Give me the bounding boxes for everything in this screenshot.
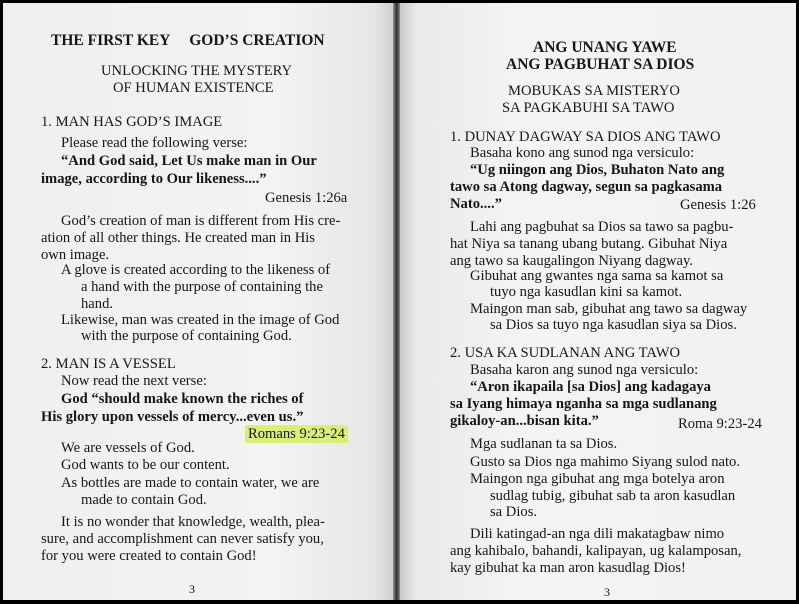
left-title: THE FIRST KEY GOD’S CREATION: [51, 32, 325, 49]
right-section-2-reference: Roma 9:23-24: [678, 416, 762, 432]
right-section-1-heading: 1. DUNAY DAGWAY SA DIOS ANG TAWO: [450, 129, 721, 145]
left-section-1-intro: Please read the following verse:: [61, 135, 248, 151]
left-page: [3, 3, 393, 600]
left-section-1-reference: Genesis 1:26a: [265, 190, 348, 206]
right-section-2-verse: gikaloy-an...bisan kita.”: [450, 413, 599, 429]
left-section-2-paragraph: for you were created to contain God!: [41, 548, 257, 564]
right-subtitle-line-2: SA PAGKABUHI SA TAWO: [502, 100, 675, 116]
left-section-2-intro: Now read the next verse:: [61, 373, 207, 389]
left-section-1-paragraph: hand.: [81, 296, 114, 312]
right-page: [400, 3, 796, 600]
right-section-1-paragraph: sa Dios sa tuyo nga kasudlan siya sa Dios.: [490, 317, 737, 333]
right-section-1-paragraph: hat Niya sa tanang ubang butang. Gibuhat Niya: [450, 236, 728, 252]
left-section-1-paragraph: own image.: [41, 247, 110, 263]
right-section-2-paragraph: Mga sudlanan ta sa Dios.: [470, 436, 618, 452]
left-section-2-verse: God “should make known the riches of: [61, 391, 304, 407]
right-section-1-paragraph: tuyo nga kasudlan kini sa kamot.: [490, 284, 683, 300]
left-section-2-paragraph: made to contain God.: [81, 492, 207, 508]
right-section-2-verse: “Aron ikapaila [sa Dios] ang kadagaya: [470, 379, 711, 395]
book-gutter: [393, 3, 400, 600]
right-section-2-paragraph: kay gibuhat ka man aron kasudlag Dios!: [450, 560, 686, 576]
left-section-1-paragraph: a hand with the purpose of containing the: [81, 279, 323, 295]
right-section-1-verse: “Ug niingon ang Dios, Buhaton Nato ang: [470, 162, 725, 178]
right-section-2-paragraph: sudlag tubig, gibuhat sab ta aron kasudlan: [490, 488, 736, 504]
left-subtitle-line-2: OF HUMAN EXISTENCE: [113, 80, 274, 96]
right-section-2-heading: 2. USA KA SUDLANAN ANG TAWO: [450, 345, 681, 361]
right-section-1-verse: Nato....”: [450, 196, 502, 212]
right-page-number: 3: [604, 585, 610, 599]
right-section-1-verse: tawo sa Atong dagway, segun sa pagkasama: [450, 179, 723, 195]
left-section-1-paragraph: Likewise, man was created in the image of God: [61, 312, 340, 328]
right-section-2-paragraph: Maingon nga gibuhat ang mga botelya aron: [470, 471, 725, 487]
left-section-2-paragraph: As bottles are made to contain water, we are: [61, 475, 320, 491]
right-section-2-paragraph: Gusto sa Dios nga mahimo Siyang sulod nato.: [470, 454, 740, 470]
right-section-1-paragraph: Lahi ang pagbuhat sa Dios sa tawo sa pagbu-: [470, 219, 734, 235]
left-section-2-paragraph: We are vessels of God.: [61, 440, 195, 456]
right-subtitle-line-1: MOBUKAS SA MISTERYO: [508, 83, 680, 99]
left-section-2-reference-highlighted: Romans 9:23-24: [245, 425, 348, 443]
left-section-2-paragraph: sure, and accomplishment can never satisfy you,: [41, 531, 324, 547]
right-section-2-paragraph: sa Dios.: [490, 504, 538, 520]
right-section-1-reference: Genesis 1:26: [680, 197, 756, 213]
right-section-2-paragraph: Dili katingad-an nga dili makatagbaw nimo: [470, 526, 725, 542]
right-section-1-paragraph: Maingon man sab, gibuhat ang tawo sa dagway: [470, 301, 748, 317]
left-section-2-verse: His glory upon vessels of mercy...even us.”: [41, 409, 304, 425]
right-section-2-paragraph: ang kahibalo, bahandi, kalipayan, ug kalamposan,: [450, 543, 742, 559]
left-section-1-verse: image, according to Our likeness....”: [41, 171, 267, 187]
right-title-line-2: ANG PAGBUHAT SA DIOS: [506, 56, 695, 73]
right-section-1-paragraph: ang tawo sa kaugalingon Niyang dagway.: [450, 253, 694, 269]
left-section-1-heading: 1. MAN HAS GOD’S IMAGE: [41, 114, 223, 130]
right-section-2-intro: Basaha karon ang sunod nga versiculo:: [470, 362, 699, 378]
left-section-2-heading: 2. MAN IS A VESSEL: [41, 356, 176, 372]
left-section-1-paragraph: A glove is created according to the likeness of: [61, 262, 331, 278]
right-section-1-paragraph: Gibuhat ang gwantes nga sama sa kamot sa: [470, 268, 724, 284]
left-section-2-paragraph: God wants to be our content.: [61, 457, 230, 473]
left-section-1-paragraph: with the purpose of containing God.: [81, 328, 292, 344]
left-page-number: 3: [189, 582, 195, 596]
right-section-2-verse: sa Iyang himaya nganha sa mga sudlanang: [450, 396, 717, 412]
right-title-line-1: ANG UNANG YAWE: [533, 39, 677, 56]
left-section-1-verse: “And God said, Let Us make man in Our: [61, 153, 317, 169]
left-section-1-paragraph: ation of all other things. He created man in His: [41, 230, 315, 246]
left-section-1-paragraph: God’s creation of man is different from His cre-: [61, 213, 341, 229]
left-section-2-paragraph: It is no wonder that knowledge, wealth, plea-: [61, 514, 325, 530]
right-section-1-intro: Basaha kono ang sunod nga versiculo:: [470, 145, 695, 161]
left-subtitle-line-1: UNLOCKING THE MYSTERY: [101, 63, 293, 79]
